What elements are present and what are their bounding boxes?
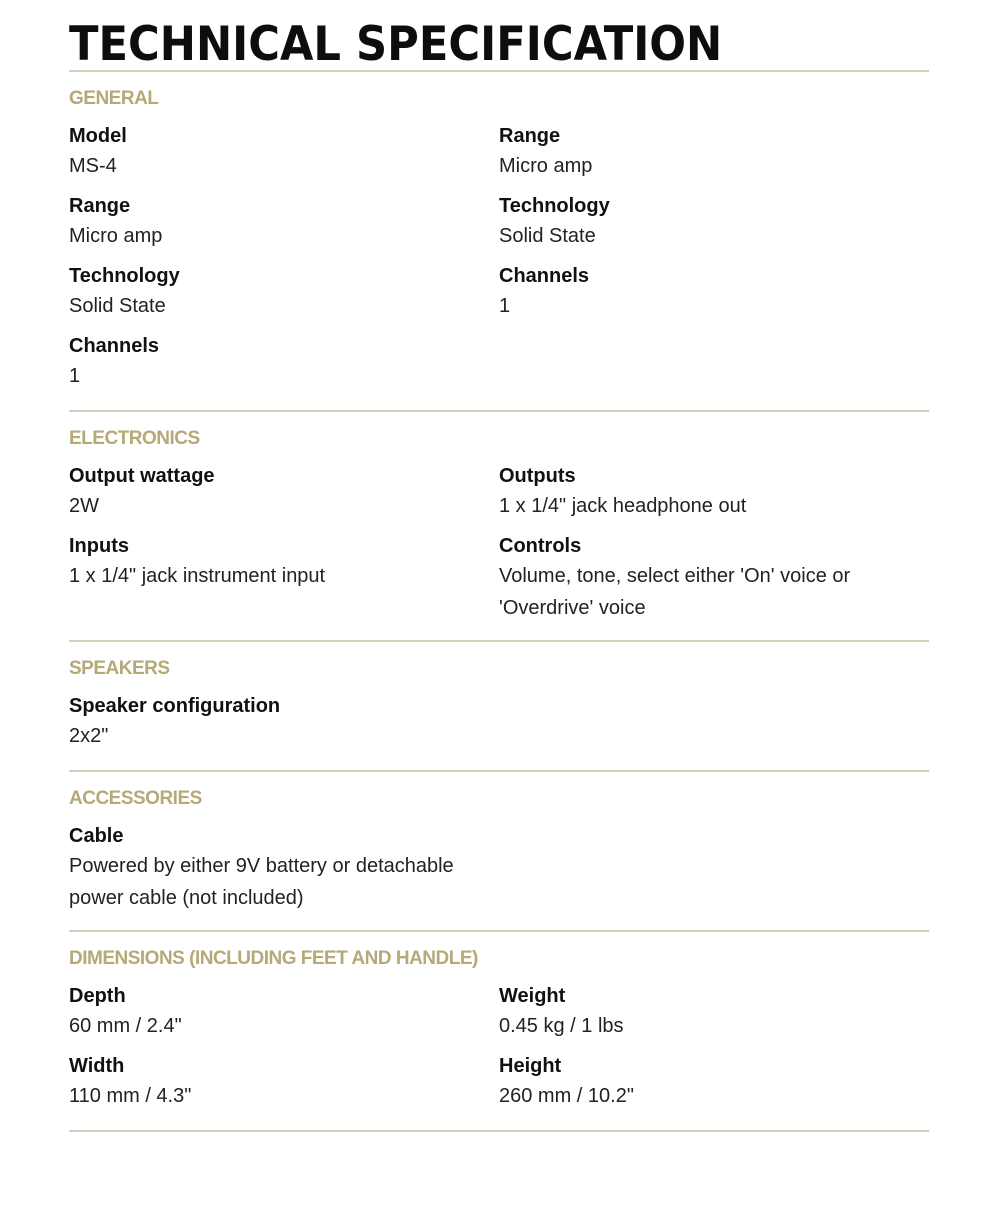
spec-label: Channels [69,335,160,357]
spec-item-width [69,1052,499,1114]
spec-grid [69,692,929,754]
spec-item-channels [69,332,499,394]
spec-item-depth [69,982,499,1044]
spec-page [69,0,929,1132]
section-title: ELECTRONICS [69,428,200,449]
spec-value: Solid State [499,225,596,247]
section-title: GENERAL [69,88,159,109]
divider [69,1130,929,1132]
spec-value: Solid State [69,295,166,317]
spec-value: 260 mm / 10.2" [499,1085,634,1107]
spec-item-model [69,122,499,184]
spec-label: Output wattage [69,465,215,487]
spec-label: Range [69,195,131,217]
spec-item-technology [69,262,499,324]
spec-item-outputs [499,462,929,524]
spec-label: Cable [69,825,124,847]
spec-label: Technology [69,265,180,287]
section-accessories [69,772,929,930]
spec-item-output-wattage [69,462,499,524]
spec-item-inputs [69,532,499,624]
section-title: ACCESSORIES [69,788,202,809]
spec-label: Width [69,1055,125,1077]
spec-value: MS-4 [69,155,117,177]
spec-item-range [499,122,929,184]
spec-label: Outputs [499,465,576,487]
spec-label: Speaker configuration [69,695,281,717]
spec-item-controls [499,532,929,624]
section-electronics [69,412,929,640]
page-title: TECHNICAL SPECIFICATION [69,17,723,72]
spec-item-height [499,1052,929,1114]
spec-value: 0.45 kg / 1 lbs [499,1015,624,1037]
spec-value: Micro amp [69,225,163,247]
spec-label: Technology [499,195,610,217]
spec-item-channels [499,262,929,324]
section-title: DIMENSIONS (INCLUDING FEET AND HANDLE) [69,948,478,969]
spec-label: Controls [499,535,582,557]
spec-value: 2W [69,495,99,517]
section-speakers [69,642,929,770]
spec-label: Inputs [69,535,129,557]
spec-grid [69,982,929,1114]
spec-value: 2x2" [69,725,109,747]
spec-grid [69,122,929,394]
spec-value: Powered by either 9V battery or detachable power cable (not included) [69,855,454,909]
spec-grid [69,462,929,624]
section-title: SPEAKERS [69,658,170,679]
spec-label: Weight [499,985,566,1007]
spec-value: 110 mm / 4.3" [69,1085,192,1107]
spec-item-range [69,192,499,254]
spec-item-cable [69,822,499,914]
spec-label: Model [69,125,127,147]
spec-value: 1 [499,295,511,317]
section-dimensions [69,932,929,1130]
spec-label: Channels [499,265,590,287]
section-general [69,72,929,410]
spec-label: Depth [69,985,126,1007]
spec-item-weight [499,982,929,1044]
spec-value: 1 [69,365,81,387]
spec-value: 60 mm / 2.4" [69,1015,182,1037]
spec-item-technology [499,192,929,254]
spec-value: Volume, tone, select either 'On' voice or 'Overdrive' voice [499,565,851,619]
spec-value: Micro amp [499,155,593,177]
spec-label: Range [499,125,561,147]
spec-grid [69,822,929,914]
spec-value: 1 x 1/4" jack headphone out [499,495,747,517]
spec-label: Height [499,1055,562,1077]
spec-value: 1 x 1/4" jack instrument input [69,565,326,587]
spec-item-speaker-configuration [69,692,499,754]
